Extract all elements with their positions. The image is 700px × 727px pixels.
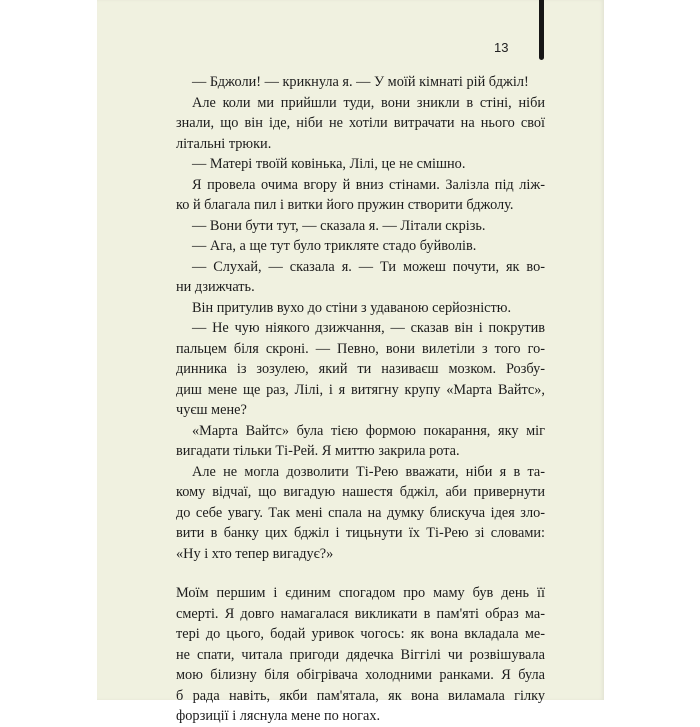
text-line: форзиції і ляснула мене по ногах. bbox=[176, 708, 381, 724]
text-line: — Слухай, — сказала я. — Ти можеш почути, як во- bbox=[192, 258, 545, 275]
text-line: Моїм першим і єдиним спогадом про маму був день її bbox=[176, 585, 545, 601]
text-line: диш мене ще раз, Лілі, і я витягну крупу «Марта Вайтс», bbox=[176, 381, 545, 398]
text-line: «Марта Вайтс» була тією формою покарання, яку міг bbox=[192, 422, 545, 439]
text-line: Я провела очима вгору й вниз стінами. Залізла під ліж- bbox=[192, 176, 545, 193]
text-line: ни дзижчать. bbox=[176, 279, 255, 295]
paragraph bbox=[160, 236, 545, 257]
text-line: тері до цього, бодай уривок чогось: як вона вкладала ме- bbox=[176, 626, 545, 642]
paragraph bbox=[160, 154, 545, 175]
text-line: мою білизну біля обігрівача холодними ранками. Я була bbox=[176, 667, 545, 683]
text-line: літальні трюки. bbox=[176, 135, 272, 152]
text-line: — Ага, а ще тут було трикляте стадо буйволів. bbox=[192, 238, 477, 254]
text-line: кому відчаї, що вигадую нашестя бджіл, аби привернути bbox=[176, 484, 545, 500]
text-line: ко й благала пил і витки його пружин створити бджолу. bbox=[176, 197, 514, 213]
text-line: не спати, читала пригоди дядечка Віггілі чи розвішувала bbox=[176, 646, 545, 663]
page-edge-marker bbox=[539, 0, 544, 60]
text-line: вигадати тільки Ті-Рей. Я миттю закрила рота. bbox=[176, 443, 460, 459]
text-line: смерті. Я довго намагалася викликати в пам'яті образ ма- bbox=[176, 605, 545, 622]
text-line: Він притулив вухо до стіни з удаваною серйозністю. bbox=[192, 299, 512, 316]
text-line: — Бджоли! — крикнула я. — У моїй кімнаті рій бджіл! bbox=[192, 74, 529, 90]
text-line: Але коли ми прийшли туди, вони зникли в стіні, ніби bbox=[192, 94, 545, 111]
text-line: «Ну і хто тепер вигадує?» bbox=[176, 545, 334, 562]
text-line: пальцем біля скроні. — Певно, вони вилетіли з того го- bbox=[176, 340, 545, 357]
paragraph bbox=[160, 318, 545, 421]
text-line: б рада навіть, якби пам'ятала, як вона виламала гілку bbox=[176, 687, 545, 704]
text-line: чуєш мене? bbox=[176, 402, 247, 418]
paragraph bbox=[160, 72, 545, 93]
paragraph bbox=[160, 421, 545, 462]
paragraph bbox=[160, 257, 545, 298]
paragraph bbox=[160, 298, 545, 319]
text-line: до себе увагу. Так мені спала на думку блискуча ідея зло- bbox=[176, 504, 545, 521]
text-line: знали, що він іде, ніби не хотіли витрачати на нього свої bbox=[176, 115, 545, 131]
text-line: динника із зозулею, який ти називаєш мозком. Розбу- bbox=[176, 361, 545, 377]
paragraph bbox=[160, 93, 545, 155]
page-number: 13 bbox=[494, 40, 509, 55]
paragraph bbox=[160, 175, 545, 216]
text-line: — Не чую ніякого дзижчання, — сказав він і покрутив bbox=[192, 320, 545, 336]
paragraph bbox=[160, 462, 545, 565]
paragraph bbox=[160, 216, 545, 237]
body-text bbox=[160, 72, 545, 727]
text-line: — Вони бути тут, — сказала я. — Літали скрізь. bbox=[192, 217, 486, 234]
text-line: вити в банку цих бджіл і тицьнути їх Ті-Рею зі словами: bbox=[176, 525, 545, 541]
text-line: Але не могла дозволити Ті-Рею вважати, ніби я в та- bbox=[192, 463, 545, 480]
paragraph bbox=[160, 583, 545, 727]
text-line: — Матері твоїй ковінька, Лілі, це не смішно. bbox=[192, 156, 466, 172]
